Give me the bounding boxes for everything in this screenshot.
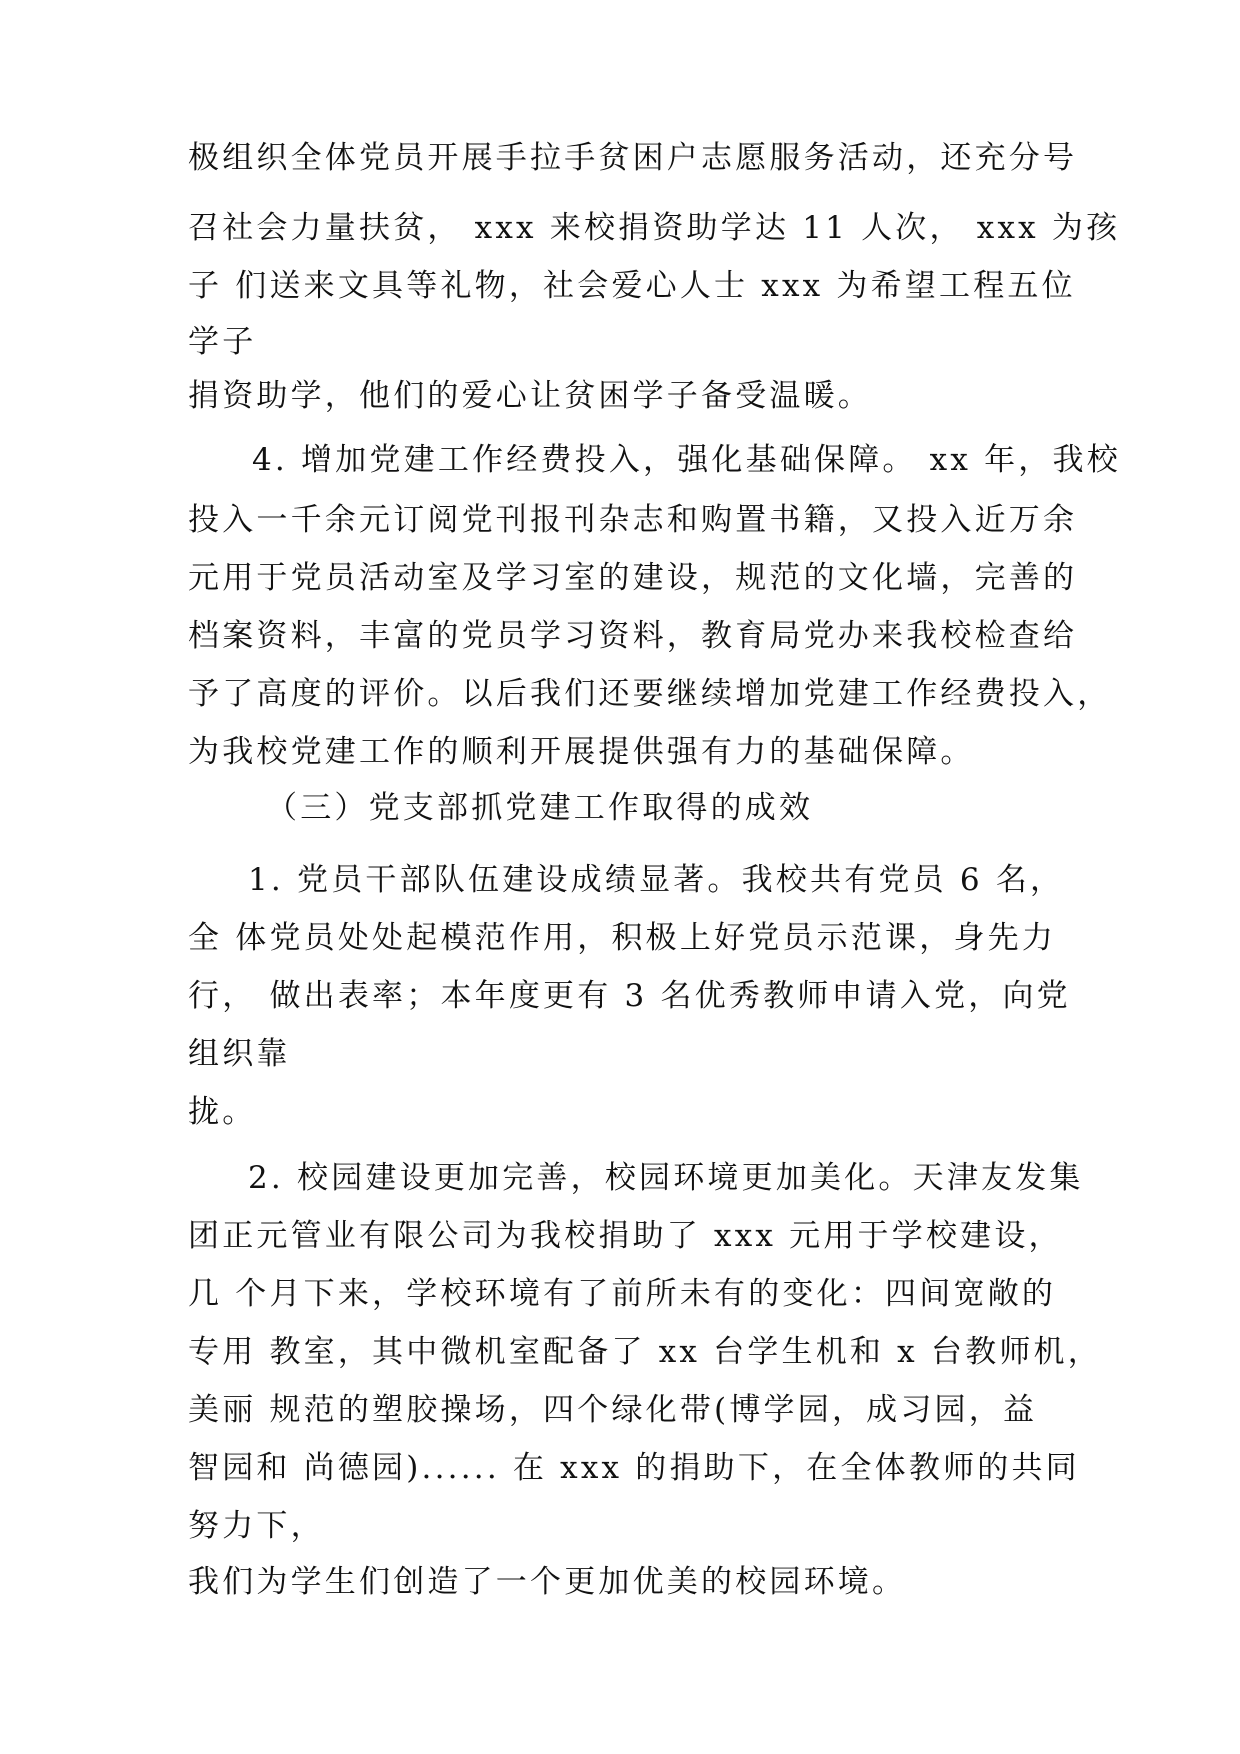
paragraph-start-line: 4. 增加党建工作经费投入，强化基础保障。 xx 年，我校: [252, 442, 1121, 478]
text-line: 智园和 尚德园)...... 在 xxx 的捐助下，在全体教师的共同: [188, 1450, 1080, 1486]
text-line: 团正元管业有限公司为我校捐助了 xxx 元用于学校建设，: [188, 1218, 1063, 1254]
text-line: 美丽 规范的塑胶操场，四个绿化带(博学园，成习园，益: [188, 1392, 1038, 1428]
text-line: 极组织全体党员开展手拉手贫困户志愿服务活动，还充分号: [188, 140, 1078, 176]
section-heading: （三）党支部抓党建工作取得的成效: [266, 790, 814, 826]
text-line: 投入一千余元订阅党刊报刊杂志和购置书籍，又投入近万余: [188, 502, 1078, 538]
paragraph-start-line: 1. 党员干部队伍建设成绩显著。我校共有党员 6 名，: [248, 862, 1065, 898]
text-line: 召社会力量扶贫， xxx 来校捐资助学达 11 人次， xxx 为孩: [188, 210, 1121, 246]
text-line: 行， 做出表率；本年度更有 3 名优秀教师申请入党，向党: [188, 978, 1071, 1014]
text-line: 努力下，: [188, 1508, 325, 1544]
text-line: 全 体党员处处起模范作用，积极上好党员示范课，身先力: [188, 920, 1057, 956]
text-line: 拢。: [188, 1094, 257, 1130]
text-line: 捐资助学，他们的爱心让贫困学子备受温暖。: [188, 378, 872, 414]
text-line: 组织靠: [188, 1036, 291, 1072]
text-line: 专用 教室，其中微机室配备了 xx 台学生机和 x 台教师机，: [188, 1334, 1102, 1370]
paragraph-start-line: 2. 校园建设更加完善，校园环境更加美化。天津友发集: [248, 1160, 1084, 1196]
text-line: 我们为学生们创造了一个更加优美的校园环境。: [188, 1564, 907, 1600]
text-line: 子 们送来文具等礼物，社会爱心人士 xxx 为希望工程五位: [188, 268, 1076, 304]
text-line: 档案资料，丰富的党员学习资料，教育局党办来我校检查给: [188, 618, 1078, 654]
text-line: 予了高度的评价。以后我们还要继续增加党建工作经费投入，: [188, 676, 1112, 712]
text-line: 为我校党建工作的顺利开展提供强有力的基础保障。: [188, 734, 975, 770]
text-line: 学子: [188, 324, 257, 360]
text-line: 几 个月下来，学校环境有了前所未有的变化：四间宽敞的: [188, 1276, 1057, 1312]
text-line: 元用于党员活动室及学习室的建设，规范的文化墙，完善的: [188, 560, 1078, 596]
